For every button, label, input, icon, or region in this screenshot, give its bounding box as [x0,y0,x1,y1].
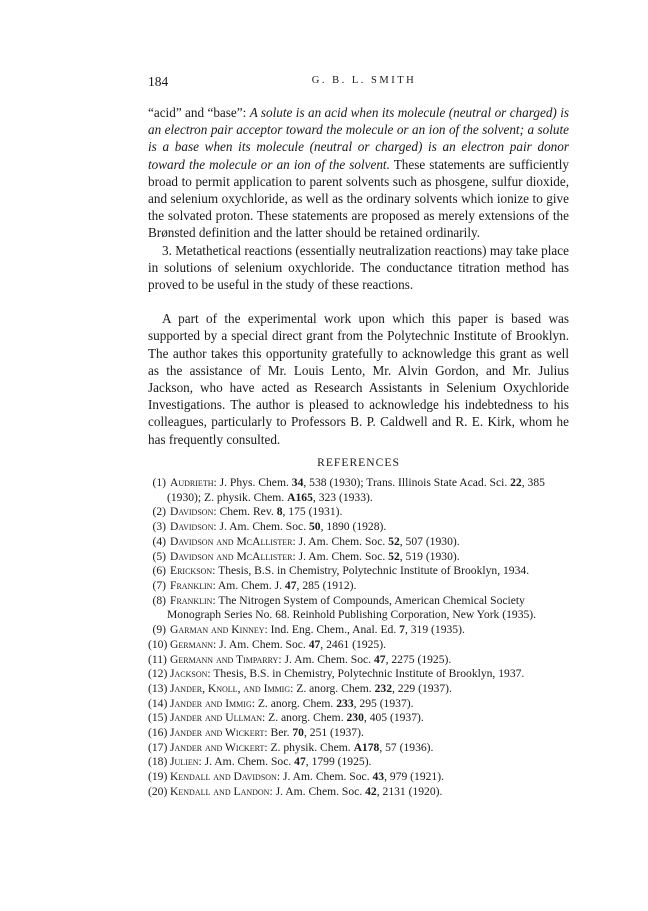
reference-text: , 519 (1930). [399,549,460,563]
reference-volume: 43 [372,770,385,784]
reference-volume: 34 [291,476,304,490]
reference-number: (7) [152,578,166,592]
reference-text: , 285 (1912). [296,578,357,592]
reference-text: : Am. Chem. J. [212,578,285,592]
reference-text: : J. Am. Chem. Soc. [198,755,295,769]
reference-text: , 57 (1936). [379,740,434,754]
reference-text: : Thesis, B.S. in Chemistry, Polytechnic Institute of Brooklyn, 1934. [212,564,530,578]
reference-number: (13) [148,681,168,695]
reference-author: Jander and Wickert [170,740,265,754]
reference-text: , 507 (1930). [399,534,460,548]
reference-text: : Ber. [264,726,293,740]
reference-text: : Ind. Eng. Chem., Anal. Ed. [264,623,400,637]
reference-author: Kendall and Landon [170,784,270,798]
reference-volume: 233 [336,696,354,710]
reference-item [148,623,569,638]
reference-number: (20) [148,784,168,798]
reference-author: Jackson [170,667,208,681]
reference-item [148,564,569,579]
reference-volume: 52 [388,534,400,548]
reference-text: : J. Am. Chem. Soc. [269,784,366,798]
reference-volume: 70 [292,726,304,740]
reference-volume: 52 [388,549,400,563]
reference-text: , 2131 (1920). [376,784,443,798]
reference-text: : J. Am. Chem. Soc. [278,652,374,666]
reference-volume: 50 [309,520,321,534]
reference-number: (14) [148,696,168,710]
reference-text: : J. Am. Chem. Soc. [292,549,389,563]
reference-text: : J. Am. Chem. Soc. [213,520,309,534]
reference-volume: 8 [276,505,283,519]
reference-author: Davidson [170,505,214,519]
reference-item [148,726,569,741]
reference-text: , 295 (1937). [353,696,414,710]
reference-text: , 319 (1935). [404,623,465,637]
reference-text: , 175 (1931). [282,505,343,519]
reference-text: , 229 (1937). [392,681,452,695]
reference-author: Jander, Knoll, and Immig [170,681,291,695]
reference-author: Jander and Immig [170,696,252,710]
reference-text: : J. Am. Chem. Soc. [276,770,373,784]
reference-text: , 385 (1930); Z. physik. Chem. [167,476,545,504]
reference-item [148,594,569,623]
reference-author: Davidson and McAllister [170,549,293,563]
references-heading: REFERENCES [317,455,400,469]
reference-text: , 2461 (1925). [320,637,386,651]
reference-number: (19) [148,770,168,784]
reference-text: : Z. anorg. Chem. [251,696,337,710]
reference-number: (3) [152,520,166,534]
reference-volume: 230 [346,711,364,725]
reference-text: : Thesis, B.S. in Chemistry, Polytechnic Institute of Brooklyn, 1937. [207,667,525,681]
reference-author: Franklin [170,593,213,607]
reference-text: , 979 (1921). [384,770,444,784]
reference-volume: 42 [365,784,377,798]
reference-author: Jander and Wickert [170,726,265,740]
reference-text: , 251 (1937). [303,726,364,740]
reference-text: : The Nitrogen System of Compounds, American Chemical Society Monograph Series No. 68. Reinhold Publishing Corporation, New York (1935). [167,593,537,622]
reference-number: (5) [152,549,166,563]
paragraph-lead: “acid” and “base”: [148,105,250,120]
reference-text: , 405 (1937). [363,711,424,725]
reference-volume: 47 [308,637,321,651]
reference-number: (15) [148,711,168,725]
reference-author: Erickson [170,564,213,578]
reference-item [148,653,569,668]
reference-number: (9) [152,623,166,637]
reference-volume: 47 [294,755,306,769]
page-number: 184 [148,74,169,89]
reference-item [148,770,569,785]
reference-item [148,697,569,712]
reference-number: (1) [152,476,166,490]
reference-text: , 323 (1933). [312,490,373,504]
reference-item [148,755,569,770]
reference-text: : J. Phys. Chem. [213,476,292,490]
reference-number: (4) [152,534,166,548]
reference-item [148,550,569,565]
paragraph-rest: These statements are sufficiently broad to permit application to parent solvents such as phosgene, sulfur dioxide, and selenium oxychloride, as well as the ordinary solvents which ionize to give the solvated proton. These statements are proposed as merely extensions of the Brønsted definition and the latter should be retained ordinarily. [148,156,569,241]
reference-item [148,682,569,697]
reference-text: : J. Am. Chem. Soc. [292,534,389,548]
page-body [148,104,569,800]
reference-author: Davidson and McAllister [170,534,293,548]
reference-number: (16) [148,726,168,740]
reference-author: Jander and Ullman [170,711,263,725]
reference-volume: 47 [373,652,386,666]
reference-item [148,535,569,550]
acknowledgment-paragraph: A part of the experimental work upon which this paper is based was supported by a special direct grant from the Polytechnic Institute of Brooklyn. The author takes this opportunity gratefully to acknowledge this grant as well as the assistance of Mr. Louis Lento, Mr. Alvin Gordon, and Mr. Julius Jackson, who have acted as Research Assistants in Selenium Oxychloride Investigations. The author is pleased to acknowledge his indebtedness to his colleagues, particularly to Professors B. P. Caldwell and R. E. Kirk, whom he has frequently consulted. [148,311,569,447]
reference-volume: 22 [510,476,522,490]
definition-italic: A solute is an acid when its molecule (neutral or charged) is an electron pair acceptor toward the molecule or an ion of the solvent; a solute is a base when its molecule (neutral or charged) is an electron pair donor toward the molecule or an ion of the solvent. [148,105,569,172]
reference-volume: 7 [399,623,405,637]
reference-volume: 232 [374,681,392,695]
reference-author: Audrieth [170,476,214,490]
reference-number: (18) [148,755,168,769]
page-header [148,74,568,92]
reference-item [148,711,569,726]
reference-number: (11) [148,652,167,666]
reference-text: : Z. anorg. Chem. [290,681,375,695]
reference-text: : Z. physik. Chem. [264,740,354,754]
reference-item [148,579,569,594]
paragraph-metathetical: 3. Metathetical reactions (essentially neutralization reactions) may take place in solutions of selenium oxychloride. The conductance titration method has proved to be useful in the study of these reactions. [148,242,569,293]
reference-volume: 47 [284,578,297,592]
section-gap [148,293,569,310]
reference-author: Julien [170,755,199,769]
reference-author: Davidson [170,520,214,534]
reference-item [148,638,569,653]
reference-text: , 538 (1930); Trans. Illinois State Acad. Sci. [303,476,511,490]
reference-number: (17) [148,740,168,754]
reference-text: : J. Am. Chem. Soc. [213,637,309,651]
reference-volume: A165 [287,490,313,504]
reference-author: Kendall and Davidson [170,770,277,784]
reference-item [148,505,569,520]
paragraph-acid-base [148,104,569,242]
reference-author: Germann [170,637,214,651]
reference-item [148,785,569,800]
reference-number: (8) [152,593,166,607]
reference-item [148,741,569,756]
references-list [148,476,569,799]
reference-text: , 1799 (1925). [305,755,372,769]
reference-item [148,476,569,505]
reference-number: (6) [152,564,166,578]
reference-item [148,520,569,535]
reference-volume: A178 [353,740,380,754]
reference-text: , 1890 (1928). [320,520,387,534]
reference-item [148,667,569,682]
reference-number: (2) [152,505,166,519]
reference-text: : Z. anorg. Chem. [262,711,347,725]
reference-text: , 2275 (1925). [385,652,452,666]
running-head: G. B. L. SMITH [311,75,417,86]
reference-author: Garman and Kinney [170,623,265,637]
reference-number: (12) [148,667,168,681]
reference-author: Germann and Timparry [170,652,279,666]
reference-number: (10) [148,637,168,651]
reference-author: Franklin [170,578,213,592]
reference-text: : Chem. Rev. [213,505,277,519]
